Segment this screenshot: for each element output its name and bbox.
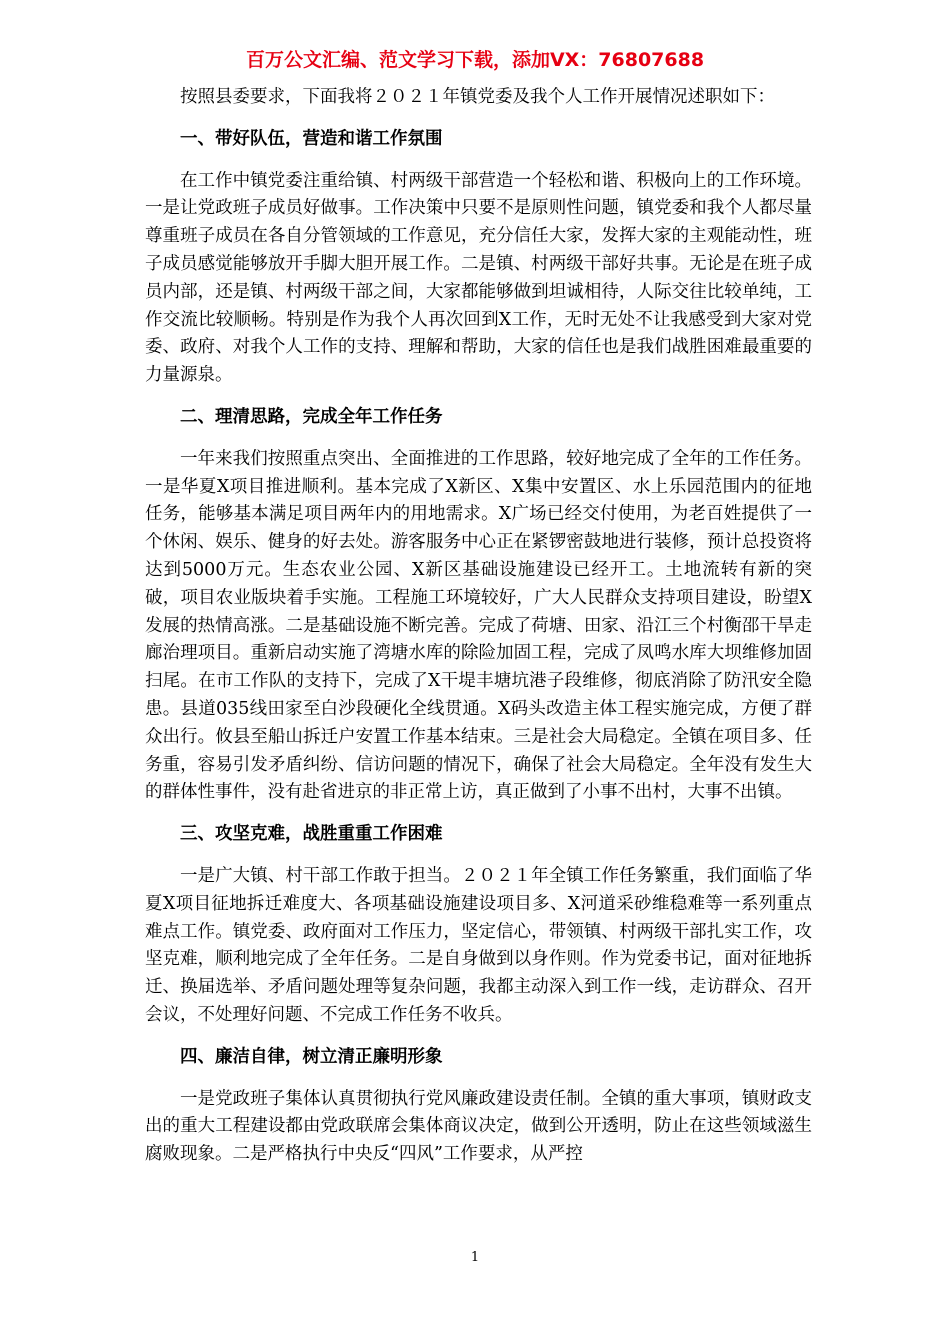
document-body xyxy=(145,84,812,1183)
section-paragraph: 一是党政班子集体认真贯彻执行党风廉政建设责任制。全镇的重大事项，镇财政支出的重大工程建设都由党政联席会集体商议决定，做到公开透明，防止在这些领域滋生腐败现象。二是严格执行中央反“四风”工作要求，从严控 xyxy=(145,1088,812,1165)
intro-paragraph: 按照县委要求，下面我将２０２１年镇党委及我个人工作开展情况述职如下： xyxy=(180,87,775,107)
page-number: 1 xyxy=(470,1250,480,1265)
section-paragraph: 一年来我们按照重点突出、全面推进的工作思路，较好地完成了全年的工作任务。一是华夏X项目推进顺利。基本完成了X新区、X集中安置区、水上乐园范围内的征地任务，能够基本满足项目两年内的用地需求。X广场已经交付使用，为老百姓提供了一个休闲、娱乐、健身的好去处。游客服务中心正在紧锣密鼓地进行装修，预计总投资将达到5000万元。生态农业公园、X新区基础设施建设已经开工。土地流转有新的突破，项目农业版块着手实施。工程施工环境较好，广大人民群众支持项目建设，盼望X发展的热情高涨。二是基础设施不断完善。完成了荷塘、田家、沿江三个村衡邵干旱走廊治理项目。重新启动实施了湾塘水库的除险加固工程，完成了凤鸣水库大坝维修加固扫尾。在市工作队的支持下，完成了X干堤丰塘坑港子段维修，彻底消除了防汛安全隐患。县道035线田家至白沙段硬化全线贯通。X码头改造主体工程实施完成，方便了群众出行。攸县至船山拆迁户安置工作基本结束。三是社会大局稳定。全镇在项目多、任务重，容易引发矛盾纠纷、信访问题的情况下，确保了社会大局稳定。全年没有发生大的群体性事件，没有赴省进京的非正常上访，真正做到了小事不出村，大事不出镇。 xyxy=(145,448,812,803)
section-paragraph: 一是广大镇、村干部工作敢于担当。２０２１年全镇工作任务繁重，我们面临了华夏X项目征地拆迁难度大、各项基础设施建设项目多、X河道采砂维稳难等一系列重点难点工作。镇党委、政府面对工作压力，坚定信心，带领镇、村两级干部扎实工作，攻坚克难，顺利地完成了全年任务。二是自身做到以身作则。作为党委书记，面对征地拆迁、换届选举、矛盾问题处理等复杂问题，我都主动深入到工作一线，走访群众、召开会议，不处理好问题、不完成工作任务不收兵。 xyxy=(145,865,812,1025)
section-heading: 二、理清思路，完成全年工作任务 xyxy=(180,406,443,427)
section-heading: 四、廉洁自律，树立清正廉明形象 xyxy=(180,1046,443,1067)
section-heading: 三、攻坚克难，战胜重重工作困难 xyxy=(180,824,443,845)
section-heading: 一、带好队伍，营造和谐工作氛围 xyxy=(180,128,443,149)
section-paragraph: 在工作中镇党委注重给镇、村两级干部营造一个轻松和谐、积极向上的工作环境。一是让党政班子成员好做事。工作决策中只要不是原则性问题，镇党委和我个人都尽量尊重班子成员在各自分管领域的工作意见，充分信任大家，发挥大家的主观能动性，班子成员感觉能够放开手脚大胆开展工作。二是镇、村两级干部好共事。无论是在班子成员内部，还是镇、村两级干部之间，大家都能够做到坦诚相待，人际交往比较单纯，工作交流比较顺畅。特别是作为我个人再次回到X工作，无时无处不让我感受到大家对党委、政府、对我个人工作的支持、理解和帮助，大家的信任也是我们战胜困难最重要的力量源泉。 xyxy=(145,170,812,386)
download-banner: 百万公文汇编、范文学习下载，添加VX：76807688 xyxy=(245,49,705,71)
